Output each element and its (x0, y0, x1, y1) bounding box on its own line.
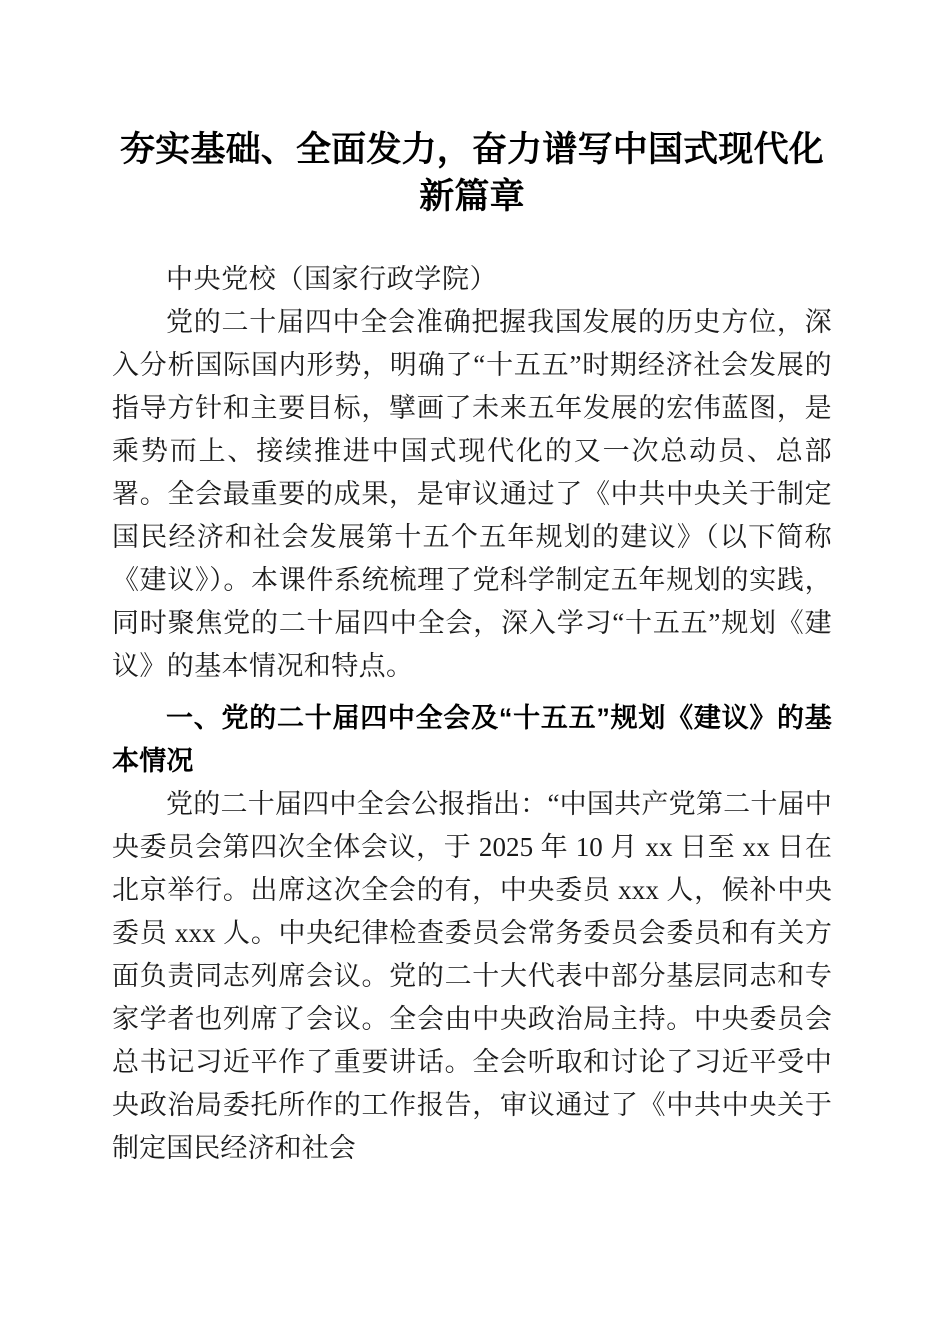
document-content (112, 0, 832, 1170)
page-title: 夯实基础、全面发力，奋力谱写中国式现代化新篇章 (119, 130, 824, 216)
document-affiliation: 中央党校（国家行政学院） (166, 264, 498, 294)
paragraph-communique: 党的二十届四中全会公报指出：“中国共产党第二十届中央委员会第四次全体会议，于 2025 年 10 月 xx 日至 xx 日在北京举行。出席这次全会的有，中央委员 xxx 人，候补中央委员 xxx 人。中央纪律检查委员会常务委员会委员和有关方面负责同志列席会议。党的二十大代表中部分基层同志和专家学者也列席了会议。全会由中央政治局主持。中央委员会总书记习近平作了重要讲话。全会听取和讨论了习近平受中央政治局委托所作的工作报告，审议通过了《中共中央关于制定国民经济和社会 (112, 789, 832, 1163)
paragraph-intro: 党的二十届四中全会准确把握我国发展的历史方位，深入分析国际国内形势，明确了“十五五”时期经济社会发展的指导方针和主要目标，擘画了未来五年发展的宏伟蓝图，是乘势而上、接续推进中国式现代化的又一次总动员、总部署。全会最重要的成果，是审议通过了《中共中央关于制定国民经济和社会发展第十五个五年规划的建议》（以下简称《建议》）。本课件系统梳理了党科学制定五年规划的实践，同时聚焦党的二十届四中全会，深入学习“十五五”规划《建议》的基本情况和特点。 (112, 307, 832, 681)
section-heading-1: 一、党的二十届四中全会及“十五五”规划《建议》的基本情况 (112, 703, 832, 776)
